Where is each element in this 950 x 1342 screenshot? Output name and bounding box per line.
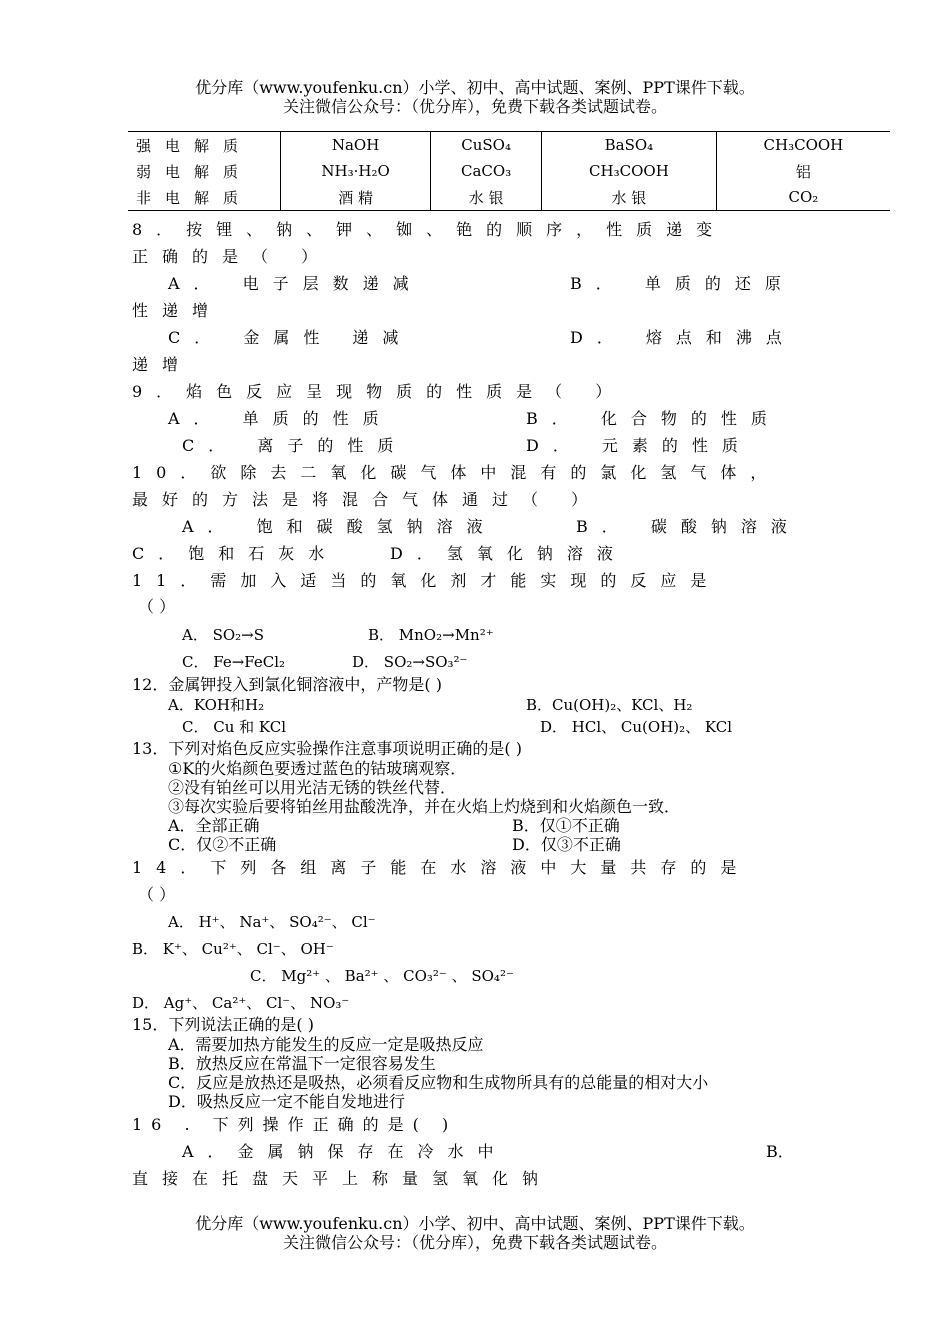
q9-option-d: D． 元素的性质 <box>526 436 752 455</box>
table-cell: CuSO₄ <box>431 132 542 159</box>
q12-option-c: C． Cu 和 KCl <box>182 718 286 736</box>
q13-option-d: D．仅③不正确 <box>512 835 621 854</box>
footer-line-1: 优分库（www.youfenku.cn）小学、初中、高中试题、案例、PPT课件下载。 <box>195 1214 755 1233</box>
q9-stem: 9．焰色反应呈现物质的性质是（ ） <box>132 382 626 401</box>
q16-option-a: A．金属钠保存在冷水中 <box>182 1142 508 1161</box>
q14-stem-cont: （ ） <box>138 885 176 904</box>
table-cell: 水 银 <box>542 184 717 211</box>
q9-option-b: B． 化合物的性质 <box>526 409 781 428</box>
q11-stem-cont: （ ） <box>138 597 176 616</box>
table-cell: 水 银 <box>431 184 542 211</box>
q11-option-c: C． Fe→FeCl₂ <box>182 653 286 671</box>
q12-option-d: D． HCl、 Cu(OH)₂、 KCl <box>540 718 732 736</box>
q9-option-c: C． 离子的性质 <box>182 436 408 455</box>
q13-statement-1: ①K的火焰颜色要透过蓝色的钴玻璃观察． <box>168 759 467 778</box>
q16-stem: 16 . 下列操作正确的是( ) <box>132 1115 458 1134</box>
table-cell: 酒 精 <box>281 184 431 211</box>
q16-option-b-cont: 直接在托盘天平上称量氢氧化钠 <box>132 1169 553 1188</box>
q14-option-a: A． H⁺、 Na⁺、 SO₄²⁻、 Cl⁻ <box>168 913 376 931</box>
q15-option-b: B．放热反应在常温下一定很容易发生 <box>168 1054 436 1073</box>
q14-option-d: D． Ag⁺、 Ca²⁺、 Cl⁻、 NO₃⁻ <box>132 994 350 1012</box>
q15-stem: 15．下列说法正确的是( ) <box>132 1015 314 1034</box>
row-label: 强电解质 <box>128 132 281 159</box>
q10-option-a: A． 饱和碳酸氢钠溶液 <box>182 517 497 536</box>
q13-option-b: B．仅①不正确 <box>512 816 620 835</box>
q11-option-b: B． MnO₂→Mn²⁺ <box>368 626 494 644</box>
table-cell: NaOH <box>281 132 431 159</box>
q12-option-b: B．Cu(OH)₂、KCl、H₂ <box>526 696 693 714</box>
q8-option-d: D． 熔点和沸点 <box>570 328 796 347</box>
table-cell: 铝 <box>716 158 890 184</box>
q14-option-c: C． Mg²⁺ 、 Ba²⁺ 、 CO₃²⁻ 、 SO₄²⁻ <box>250 967 514 985</box>
q13-option-a: A．全部正确 <box>168 816 260 835</box>
q9-option-a: A． 单质的性质 <box>168 409 393 428</box>
table-cell: CaCO₃ <box>431 158 542 184</box>
q15-option-a: A．需要加热方能发生的反应一定是吸热反应 <box>168 1035 484 1054</box>
q8-option-a: A． 电子层数递减 <box>168 274 423 293</box>
table-row <box>128 158 890 184</box>
row-label: 弱电解质 <box>136 162 253 181</box>
q12-stem: 12．金属钾投入到氯化铜溶液中，产物是( ) <box>132 675 442 694</box>
q14-option-b: B． K⁺、 Cu²⁺、 Cl⁻、 OH⁻ <box>132 940 334 958</box>
q8-stem: 8．按锂、钠、钾、铷、铯的顺序，性质递变 <box>132 220 727 239</box>
q16-option-b: B． <box>766 1142 794 1161</box>
electrolyte-table <box>128 131 890 211</box>
q10-option-d: D．氢氧化钠溶液 <box>390 544 627 563</box>
q8-option-b-cont: 性递增 <box>132 301 223 320</box>
table-row <box>128 132 890 159</box>
table-cell: CO₂ <box>716 184 890 211</box>
table-cell: BaSO₄ <box>542 132 717 159</box>
footer-line-2: 关注微信公众号：（优分库），免费下载各类试题试卷。 <box>282 1233 667 1252</box>
table-cell: CH₃COOH <box>542 158 717 184</box>
q10-stem-cont: 最好的方法是将混合气体通过（ ） <box>132 490 602 509</box>
q8-option-c: C． 金属性 递减 <box>168 328 413 347</box>
table-cell: CH₃COOH <box>716 132 890 159</box>
q14-stem: 14．下列各组离子能在水溶液中大量共存的是 <box>132 858 751 877</box>
header-line-1: 优分库（www.youfenku.cn）小学、初中、高中试题、案例、PPT课件下载。 <box>195 78 755 97</box>
header-line-2: 关注微信公众号：（优分库），免费下载各类试题试卷。 <box>282 97 667 116</box>
q15-option-d: D．吸热反应一定不能自发地进行 <box>168 1092 405 1111</box>
q13-option-c: C．仅②不正确 <box>168 835 277 854</box>
q8-option-b: B． 单质的还原 <box>570 274 795 293</box>
q11-option-d: D． SO₂→SO₃²⁻ <box>352 653 468 671</box>
q13-statement-2: ②没有铂丝可以用光洁无锈的铁丝代替． <box>168 778 457 797</box>
q15-option-c: C．反应是放热还是吸热，必须看反应物和生成物所具有的总能量的相对大小 <box>168 1073 709 1092</box>
q13-stem: 13．下列对焰色反应实验操作注意事项说明正确的是( ) <box>132 739 522 758</box>
q8-stem-cont: 正确的是（ ） <box>132 247 332 266</box>
q8-option-d-cont: 递增 <box>132 355 193 374</box>
q11-option-a: A． SO₂→S <box>182 626 265 644</box>
q10-option-c: C．饱和石灰水 <box>132 544 339 563</box>
q11-stem: 11．需加入适当的氧化剂才能实现的反应是 <box>132 571 721 590</box>
q13-statement-3: ③每次实验后要将铂丝用盐酸洗净，并在火焰上灼烧到和火焰颜色一致． <box>168 797 681 816</box>
q12-option-a: A．KOH和H₂ <box>168 696 265 714</box>
table-row <box>128 184 890 211</box>
q10-stem: 10．欲除去二氧化碳气体中混有的氯化氢气体， <box>132 463 781 482</box>
row-label: 非电解质 <box>128 184 281 211</box>
q10-option-b: B． 碳酸钠溶液 <box>576 517 801 536</box>
table-cell: NH₃·H₂O <box>281 158 431 184</box>
